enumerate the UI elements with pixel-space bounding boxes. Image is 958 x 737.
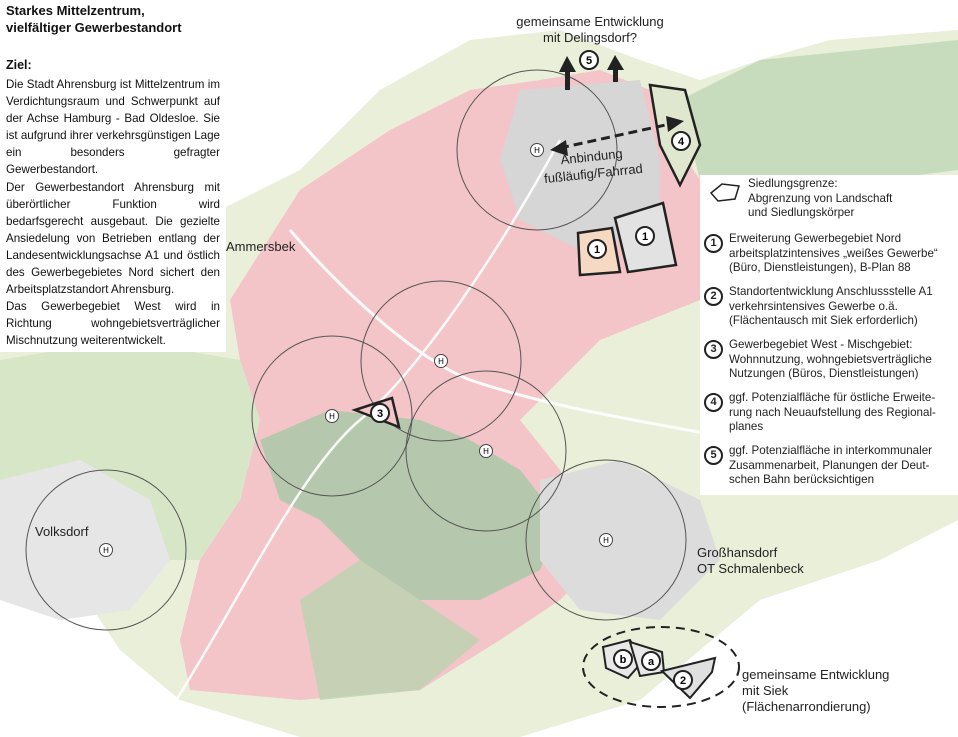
badge-area-3 [371,404,389,422]
svg-text:4: 4 [677,136,685,148]
svg-text:H: H [103,546,109,555]
legend-text: Gewerbegebiet West - Mischgebiet: Wohnnutzung, wohngebietsverträgliche Nutzungen (Büros, Dienstleistungen) [729,338,932,380]
station-marker [326,410,339,423]
place-volksdorf: Volksdorf [35,524,89,539]
page-title: Starkes Mittelzentrum, vielfältiger Gewerbestandort [6,3,182,35]
goal-text: Die Stadt Ahrensburg ist Mittelzentrum im Verdichtungsraum und Schwerpunkt auf der Achse Hamburg - Bad Oldesloe. Sie ist aufgrund ihrer verkehrsgünstigen Lage ein besonders gefragter Gewerbestandort. Der Gewerbestandort Ahrensburg mit überörtlicher Funktion wird bedarfsgerecht ausgebaut. Die gezielte Ansiedelung von Betrieben entlang der Landesentwicklungsachse A1 und östlich des Gewerbegebietes Nord sichert den Arbeitsplatzstandort Ahrensburg. Das Gewerbegebiet West wird in Richtung wohngebietsverträglicher Mischnutzung weiterentwickelt. [6,78,220,348]
badge-area-1-east [636,227,654,245]
legend-item-2 [704,285,954,329]
legend-text: Standortentwicklung Anschlussstelle A1 verkehrsintensives Gewerbe o.ä. (Flächentausch mit Siek erforderlich) [729,285,933,327]
connection-label: Anbindung fußläufig/Fahrrad [543,145,644,187]
svg-text:1: 1 [641,231,649,243]
svg-text:1: 1 [593,244,601,256]
svg-text:H: H [603,536,609,545]
station-marker [480,445,493,458]
svg-text:3: 3 [376,408,384,420]
svg-text:H: H [438,357,444,366]
siek-note: gemeinsame Entwicklung mit Siek (Flächenarrondierung) [742,667,890,714]
svg-text:5: 5 [585,55,593,67]
badge-area-1-west [588,240,606,258]
legend-text: ggf. Potenzialfläche in interkommunaler Zusammenarbeit, Planungen der Deut- schen Bahn berücksichtigen [729,444,932,486]
legend [700,175,958,495]
legend-item-1 [704,232,954,276]
badge-sub-b [614,650,632,668]
legend-siedlung-text: Siedlungsgrenze: Abgrenzung von Landschaft und Siedlungskörper [748,177,893,219]
legend-siedlung [708,177,892,221]
green-north [677,40,958,180]
legend-item-5 [704,444,954,488]
station-marker [600,534,613,547]
station-marker [100,544,113,557]
legend-badge: 3 [704,340,723,359]
legend-badge: 4 [704,393,723,412]
place-grosshansdorf: Großhansdorf OT Schmalenbeck [697,545,804,576]
svg-text:b: b [619,654,627,666]
svg-text:2: 2 [679,675,687,687]
svg-text:H: H [483,447,489,456]
badge-area-2 [674,671,692,689]
legend-badge: 5 [704,446,723,465]
legend-item-3 [704,338,954,382]
station-marker [435,355,448,368]
badge-sub-a [642,652,660,670]
svg-text:a: a [647,656,655,668]
legend-text: ggf. Potenzialfläche für östliche Erweite- rung nach Neuaufstellung des Regional- planes [729,391,936,433]
delingsdorf-note: gemeinsame Entwicklung mit Delingsdorf? [516,14,664,45]
legend-text: Erweiterung Gewerbegebiet Nord arbeitsplatzintensives „weißes Gewerbe“ (Büro, Dienstleistungen), B-Plan 88 [729,232,938,274]
goal-label: Ziel: [6,58,32,72]
goal-panel [0,0,226,352]
siedlungsgrenze-icon [708,181,742,203]
badge-area-4 [672,132,690,150]
legend-badge: 1 [704,234,723,253]
legend-item-4 [704,391,954,435]
svg-text:H: H [534,146,540,155]
place-ammersbek: Ammersbek [226,239,296,254]
badge-area-5 [580,51,598,69]
legend-badge: 2 [704,287,723,306]
svg-text:H: H [329,412,335,421]
